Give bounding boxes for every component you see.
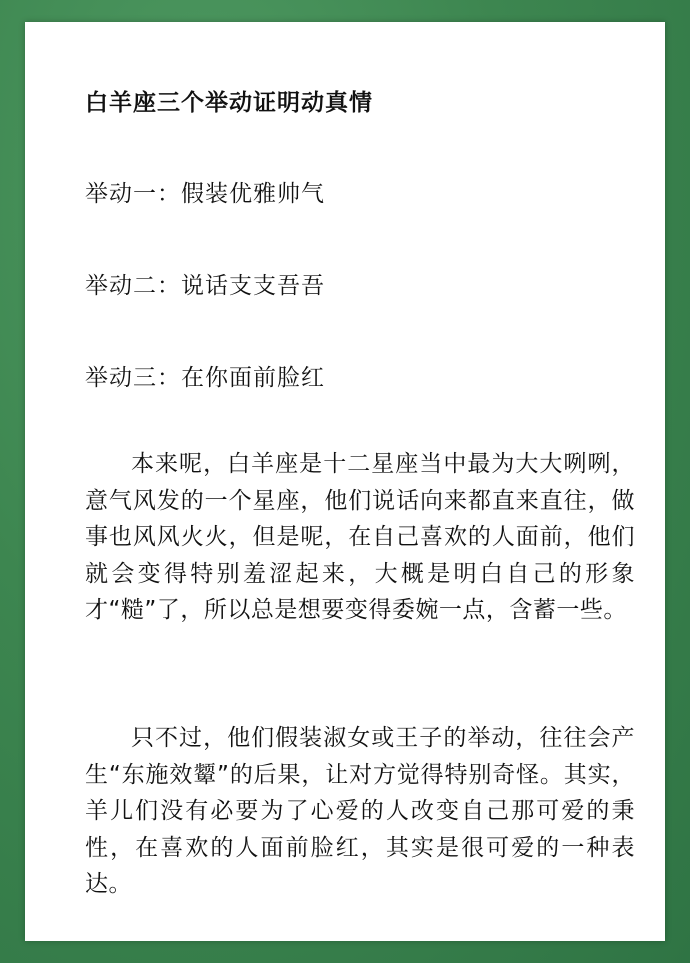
article-card bbox=[25, 22, 665, 941]
paragraph-two: 只不过，他们假装淑女或王子的举动，往往会产生“东施效颦”的后果，让对方觉得特别奇怪。其实，羊儿们没有必要为了心爱的人改变自己那可爱的秉性，在喜欢的人面前脸红，其实是很可爱的一种表达。 bbox=[85, 725, 635, 897]
paragraph-one: 本来呢，白羊座是十二星座当中最为大大咧咧，意气风发的一个星座，他们说话向来都直来直往，做事也风风火火，但是呢，在自己喜欢的人面前，他们就会变得特别羞涩起来，大概是明白自己的形象才“糙”了，所以总是想要变得委婉一点，含蓄一些。 bbox=[85, 451, 635, 623]
action-three: 举动三：在你面前脸红 bbox=[85, 365, 325, 391]
article-title: 白羊座三个举动证明动真情 bbox=[85, 90, 373, 116]
action-one: 举动一：假装优雅帅气 bbox=[85, 181, 325, 207]
action-two: 举动二：说话支支吾吾 bbox=[85, 273, 325, 299]
